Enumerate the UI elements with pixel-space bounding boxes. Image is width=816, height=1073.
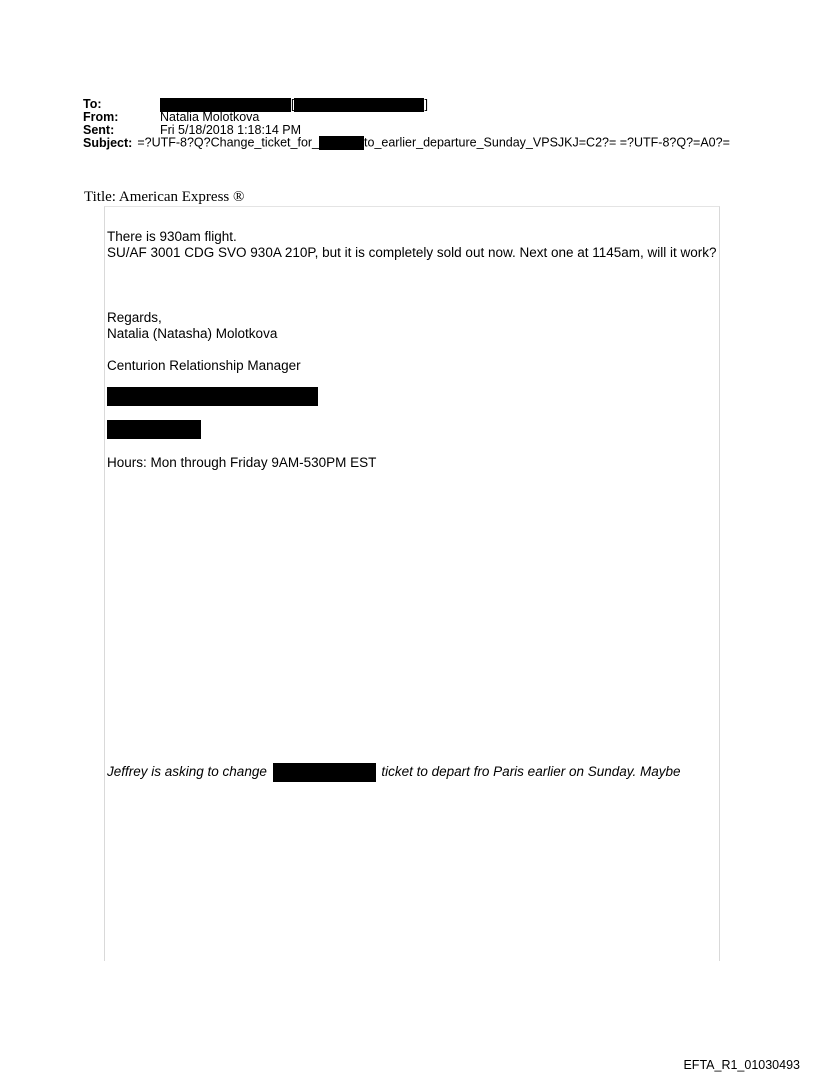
- quoted-text-after: ticket to depart fro Paris earlier on Sunday. Maybe: [381, 764, 681, 780]
- subject-row: [83, 136, 733, 149]
- redacted-passenger-name: [273, 763, 376, 782]
- quoted-text-before: Jeffrey is asking to change: [107, 764, 267, 780]
- subject-part-2: to_earlier_departure_Sunday_VPSJKJ=C2?= =?UTF-8?Q?=A0?=: [364, 135, 730, 150]
- redacted-contact-line-2: [107, 420, 201, 439]
- message-title: Title: American Express ®: [84, 189, 245, 205]
- sent-label: Sent:: [83, 122, 115, 137]
- document-id: EFTA_R1_01030493: [683, 1058, 800, 1072]
- quoted-message-line: [107, 763, 681, 782]
- subject-part-1: =?UTF-8?Q?Change_ticket_for_: [137, 135, 320, 150]
- email-header: [83, 98, 733, 149]
- signature-role: Centurion Relationship Manager: [107, 358, 301, 373]
- from-label: From:: [83, 109, 119, 124]
- sent-value: Fri 5/18/2018 1:18:14 PM: [160, 122, 302, 137]
- to-bracket-open: [: [291, 97, 295, 112]
- message-line-1: There is 930am flight.: [107, 229, 237, 244]
- signature-name: Natalia (Natasha) Molotkova: [107, 326, 278, 341]
- sent-row: [83, 124, 733, 137]
- subject-label: Subject:: [83, 135, 133, 150]
- regards-text: Regards,: [107, 310, 162, 325]
- redacted-subject-name: [319, 136, 364, 150]
- redacted-contact-line-1: [107, 387, 318, 406]
- hours-text: Hours: Mon through Friday 9AM-530PM EST: [107, 455, 377, 470]
- redacted-recipient-email: [294, 98, 424, 112]
- from-value: Natalia Molotkova: [160, 109, 260, 124]
- to-bracket-close: ]: [424, 97, 428, 112]
- message-line-2: SU/AF 3001 CDG SVO 930A 210P, but it is completely sold out now. Next one at 1145am, will it work?: [107, 245, 717, 260]
- to-label: To:: [83, 97, 102, 112]
